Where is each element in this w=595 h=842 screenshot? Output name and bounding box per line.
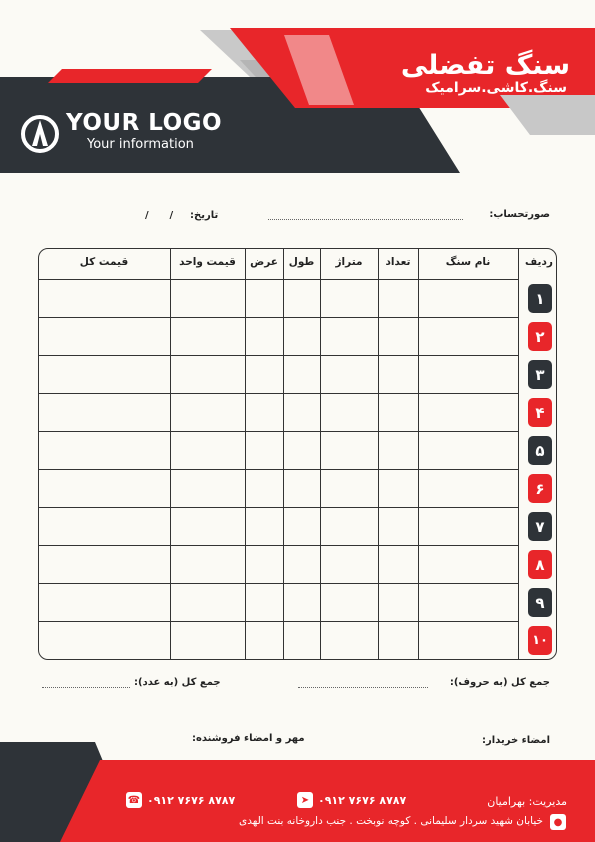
seller-signature-label: مهر و امضاء فروشنده: xyxy=(192,733,305,744)
location-pin-icon: ● xyxy=(550,814,566,830)
buyer-signature-label: امضاء خریدار: xyxy=(482,735,550,746)
row-divider xyxy=(38,431,518,432)
header-quantity: تعداد xyxy=(385,256,411,268)
header-red-stripe xyxy=(48,69,212,83)
total-in-numbers-field[interactable] xyxy=(42,687,130,688)
telegram-icon: ➤ xyxy=(297,792,313,808)
footer-manager: مدیریت: بهرامیان xyxy=(487,795,567,808)
page-subtitle: سنگ.کاشی.سرامیک xyxy=(425,80,567,96)
logo-info: Your information xyxy=(87,137,194,152)
header-unit-price: قیمت واحد xyxy=(179,256,236,268)
row-number-badge: ۹ xyxy=(528,588,552,617)
row-divider xyxy=(38,507,518,508)
row-number-badge: ۶ xyxy=(528,474,552,503)
page-title: سنگ تفضلی xyxy=(400,50,570,81)
row-divider xyxy=(38,469,518,470)
invoice-table xyxy=(38,248,557,660)
header-row-number: ردیف xyxy=(525,256,553,268)
col-divider xyxy=(518,248,519,660)
header-width: عرض xyxy=(250,256,278,268)
footer-phone-1: ۰۹۱۲ ۷۶۷۶ ۸۷۸۷ xyxy=(147,794,236,807)
row-number-badge: ۵ xyxy=(528,436,552,465)
row-divider xyxy=(38,621,518,622)
customer-field[interactable] xyxy=(268,219,463,220)
footer-phone-2: ۰۹۱۲ ۷۶۷۶ ۸۷۸۷ xyxy=(318,794,407,807)
row-number-badge: ۳ xyxy=(528,360,552,389)
row-divider xyxy=(38,545,518,546)
col-divider xyxy=(378,248,379,660)
total-in-words-field[interactable] xyxy=(298,687,428,688)
header-length: طول xyxy=(288,256,315,268)
header-area: متراژ xyxy=(335,256,363,268)
logo-text: YOUR LOGO xyxy=(66,110,223,136)
header-decor-grey-3 xyxy=(500,95,595,135)
col-divider xyxy=(170,248,171,660)
col-divider xyxy=(283,248,284,660)
row-number-badge: ۱ xyxy=(528,284,552,313)
col-divider xyxy=(418,248,419,660)
col-divider xyxy=(320,248,321,660)
header-total-price: قیمت کل xyxy=(79,256,129,268)
row-number-badge: ۴ xyxy=(528,398,552,427)
phone-icon: ☎ xyxy=(126,792,142,808)
date-field[interactable]: / / xyxy=(145,210,174,221)
total-in-numbers-label: جمع کل (به عدد): xyxy=(134,677,221,688)
row-number-badge: ۷ xyxy=(528,512,552,541)
date-label: تاریخ: xyxy=(190,210,219,221)
row-number-badge: ۸ xyxy=(528,550,552,579)
total-in-words-label: جمع کل (به حروف): xyxy=(449,677,550,688)
row-divider xyxy=(38,583,518,584)
row-divider xyxy=(38,317,518,318)
row-divider xyxy=(38,279,518,280)
row-divider xyxy=(38,393,518,394)
customer-label: صورتحساب: xyxy=(489,209,550,220)
row-number-badge: ۲ xyxy=(528,322,552,351)
row-divider xyxy=(38,355,518,356)
col-divider xyxy=(245,248,246,660)
footer-address: خیابان شهید سردار سلیمانی . کوچه نوبخت . جنب داروخانه بنت الهدی xyxy=(239,815,543,827)
header-stone-name: نام سنگ xyxy=(445,256,491,268)
row-number-badge: ۱۰ xyxy=(528,626,552,655)
logo-icon xyxy=(20,112,60,156)
